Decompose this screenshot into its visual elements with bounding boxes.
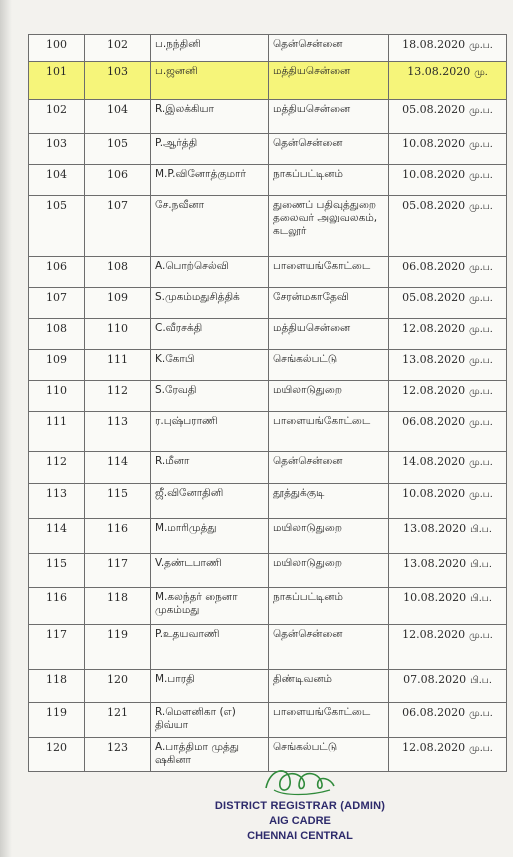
joining-date-cell	[389, 319, 507, 350]
rank-number-cell: 118	[85, 588, 151, 625]
table-row	[29, 452, 507, 484]
serial-number-cell: 114	[29, 519, 85, 554]
candidate-name-cell: ர.புஷ்பராணி	[151, 412, 269, 452]
table-row	[29, 100, 507, 134]
serial-number-cell: 105	[29, 196, 85, 257]
rank-number-cell: 111	[85, 350, 151, 381]
rank-number-cell: 120	[85, 670, 151, 703]
candidate-name-cell: P.உதயவாணி	[151, 625, 269, 670]
session-value: மு.ப.	[469, 708, 493, 719]
date-value: 10.08.2020	[403, 591, 467, 604]
rank-number-cell: 115	[85, 484, 151, 519]
session-value: மு.ப.	[469, 457, 493, 468]
joining-date-cell	[389, 100, 507, 134]
candidate-name-cell: C.வீரசக்தி	[151, 319, 269, 350]
candidate-name-cell: S.ரேவதி	[151, 381, 269, 412]
joining-date-cell	[389, 62, 507, 100]
joining-date-cell	[389, 288, 507, 319]
table-row	[29, 588, 507, 625]
rank-number-cell: 114	[85, 452, 151, 484]
serial-number-cell: 108	[29, 319, 85, 350]
candidate-name-cell: ப.ஜனனி	[151, 62, 269, 100]
candidate-name-cell: K.கோபி	[151, 350, 269, 381]
candidate-name-cell: சே.நவீனா	[151, 196, 269, 257]
session-value: மு.ப.	[469, 489, 493, 500]
rank-number-cell: 103	[85, 62, 151, 100]
serial-number-cell: 109	[29, 350, 85, 381]
candidate-table	[28, 34, 507, 772]
posting-office-cell: தென்சென்னை	[269, 35, 389, 62]
posting-office-cell: மயிலாடுதுறை	[269, 519, 389, 554]
table-row	[29, 554, 507, 588]
date-value: 13.08.2020	[403, 522, 467, 535]
serial-number-cell: 115	[29, 554, 85, 588]
session-value: பி.ப.	[470, 593, 492, 604]
table-row	[29, 319, 507, 350]
rank-number-cell: 107	[85, 196, 151, 257]
table-row	[29, 412, 507, 452]
posting-office-cell: தூத்துக்குடி	[269, 484, 389, 519]
serial-number-cell: 111	[29, 412, 85, 452]
session-value: மு.ப.	[469, 40, 493, 51]
serial-number-cell: 120	[29, 738, 85, 772]
candidate-name-cell: V.தண்டபாணி	[151, 554, 269, 588]
date-value: 13.08.2020	[407, 65, 471, 78]
rank-number-cell: 105	[85, 134, 151, 165]
joining-date-cell	[389, 703, 507, 738]
serial-number-cell: 104	[29, 165, 85, 196]
serial-number-cell: 117	[29, 625, 85, 670]
posting-office-cell: நாகப்பட்டினம்	[269, 165, 389, 196]
session-value: மு.ப.	[469, 324, 493, 335]
joining-date-cell	[389, 670, 507, 703]
candidate-name-cell: M.பாரதி	[151, 670, 269, 703]
serial-number-cell: 119	[29, 703, 85, 738]
serial-number-cell: 106	[29, 257, 85, 288]
rank-number-cell: 112	[85, 381, 151, 412]
posting-office-cell: பாளையங்கோட்டை	[269, 257, 389, 288]
joining-date-cell	[389, 588, 507, 625]
posting-office-cell: தென்சென்னை	[269, 452, 389, 484]
serial-number-cell: 102	[29, 100, 85, 134]
page-edge-shadow	[0, 0, 12, 857]
rank-number-cell: 104	[85, 100, 151, 134]
table-body	[29, 35, 507, 772]
date-value: 12.08.2020	[402, 628, 466, 641]
table-row	[29, 519, 507, 554]
rank-number-cell: 106	[85, 165, 151, 196]
posting-office-cell: துணைப் பதிவுத்துறை தலைவர் அலுவலகம், கடலூர்	[269, 196, 389, 257]
date-value: 06.08.2020	[402, 706, 466, 719]
session-value: மு.ப.	[469, 386, 493, 397]
session-value: மு.ப.	[469, 355, 493, 366]
posting-office-cell: தென்சென்னை	[269, 134, 389, 165]
date-value: 06.08.2020	[402, 260, 466, 273]
candidate-name-cell: M.கலந்தர் நைனா முகம்மது	[151, 588, 269, 625]
session-value: மு.ப.	[469, 417, 493, 428]
posting-office-cell: பாளையங்கோட்டை	[269, 703, 389, 738]
session-value: மு.	[474, 67, 488, 78]
table-row	[29, 134, 507, 165]
rank-number-cell: 117	[85, 554, 151, 588]
table-row	[29, 484, 507, 519]
rank-number-cell: 110	[85, 319, 151, 350]
table-row	[29, 62, 507, 100]
official-stamp	[150, 760, 450, 850]
serial-number-cell: 110	[29, 381, 85, 412]
table-row	[29, 257, 507, 288]
rank-number-cell: 109	[85, 288, 151, 319]
joining-date-cell	[389, 412, 507, 452]
session-value: பி.ப.	[470, 675, 492, 686]
posting-office-cell: சேரன்மகாதேவி	[269, 288, 389, 319]
session-value: மு.ப.	[469, 105, 493, 116]
stamp-office: CHENNAI CENTRAL	[247, 830, 353, 842]
joining-date-cell	[389, 165, 507, 196]
rank-number-cell: 121	[85, 703, 151, 738]
candidate-name-cell: M.மாரிமுத்து	[151, 519, 269, 554]
rank-number-cell: 123	[85, 738, 151, 772]
joining-date-cell	[389, 519, 507, 554]
table-row	[29, 288, 507, 319]
joining-date-cell	[389, 257, 507, 288]
candidate-name-cell: R.மௌனிகா (எ) திவ்யா	[151, 703, 269, 738]
rank-number-cell: 119	[85, 625, 151, 670]
posting-office-cell: பாளையங்கோட்டை	[269, 412, 389, 452]
register-table-container	[28, 34, 506, 772]
serial-number-cell: 101	[29, 62, 85, 100]
candidate-name-cell: A.பொற்செல்வி	[151, 257, 269, 288]
table-row	[29, 703, 507, 738]
date-value: 07.08.2020	[403, 673, 467, 686]
table-row	[29, 670, 507, 703]
rank-number-cell: 102	[85, 35, 151, 62]
signature-image	[260, 760, 340, 800]
joining-date-cell	[389, 196, 507, 257]
date-value: 10.08.2020	[402, 168, 466, 181]
session-value: மு.ப.	[469, 139, 493, 150]
joining-date-cell	[389, 554, 507, 588]
posting-office-cell: செங்கல்பட்டு	[269, 350, 389, 381]
serial-number-cell: 100	[29, 35, 85, 62]
candidate-name-cell: ப.நந்தினி	[151, 35, 269, 62]
date-value: 10.08.2020	[402, 487, 466, 500]
posting-office-cell: மயிலாடுதுறை	[269, 381, 389, 412]
candidate-name-cell: A.பாத்திமா முத்து ஷகினா	[151, 738, 269, 772]
joining-date-cell	[389, 350, 507, 381]
session-value: மு.ப.	[469, 743, 493, 754]
rank-number-cell: 113	[85, 412, 151, 452]
date-value: 10.08.2020	[402, 137, 466, 150]
serial-number-cell: 118	[29, 670, 85, 703]
table-row	[29, 350, 507, 381]
posting-office-cell: மயிலாடுதுறை	[269, 554, 389, 588]
joining-date-cell	[389, 134, 507, 165]
rank-number-cell: 116	[85, 519, 151, 554]
joining-date-cell	[389, 452, 507, 484]
stamp-cadre: AIG CADRE	[269, 815, 331, 827]
stamp-title: DISTRICT REGISTRAR (ADMIN)	[214, 800, 386, 812]
posting-office-cell: தென்சென்னை	[269, 625, 389, 670]
session-value: பி.ப.	[470, 559, 492, 570]
date-value: 12.08.2020	[402, 741, 466, 754]
session-value: மு.ப.	[469, 630, 493, 641]
date-value: 05.08.2020	[402, 103, 466, 116]
date-value: 13.08.2020	[403, 557, 467, 570]
serial-number-cell: 113	[29, 484, 85, 519]
candidate-name-cell: P.ஆர்த்தி	[151, 134, 269, 165]
serial-number-cell: 107	[29, 288, 85, 319]
date-value: 13.08.2020	[402, 353, 466, 366]
candidate-name-cell: M.P.வினோத்குமார்	[151, 165, 269, 196]
candidate-name-cell: R.மீனா	[151, 452, 269, 484]
posting-office-cell: மத்தியசென்னை	[269, 319, 389, 350]
date-value: 06.08.2020	[402, 415, 466, 428]
date-value: 14.08.2020	[402, 455, 466, 468]
table-row	[29, 196, 507, 257]
session-value: மு.ப.	[469, 170, 493, 181]
posting-office-cell: திண்டிவனம்	[269, 670, 389, 703]
table-row	[29, 625, 507, 670]
posting-office-cell: நாகப்பட்டினம்	[269, 588, 389, 625]
candidate-name-cell: S.முகம்மதுசித்திக்	[151, 288, 269, 319]
posting-office-cell: செங்கல்பட்டு	[269, 738, 389, 772]
date-value: 12.08.2020	[402, 384, 466, 397]
date-value: 18.08.2020	[402, 38, 466, 51]
table-row	[29, 165, 507, 196]
joining-date-cell	[389, 35, 507, 62]
serial-number-cell: 103	[29, 134, 85, 165]
posting-office-cell: மத்தியசென்னை	[269, 62, 389, 100]
joining-date-cell	[389, 484, 507, 519]
candidate-name-cell: R.இலக்கியா	[151, 100, 269, 134]
session-value: மு.ப.	[469, 201, 493, 212]
session-value: மு.ப.	[469, 262, 493, 273]
table-row	[29, 35, 507, 62]
joining-date-cell	[389, 381, 507, 412]
serial-number-cell: 116	[29, 588, 85, 625]
posting-office-cell: மத்தியசென்னை	[269, 100, 389, 134]
date-value: 12.08.2020	[402, 322, 466, 335]
session-value: பி.ப.	[470, 524, 492, 535]
candidate-name-cell: ஜீ.வினோதினி	[151, 484, 269, 519]
date-value: 05.08.2020	[402, 291, 466, 304]
joining-date-cell	[389, 625, 507, 670]
serial-number-cell: 112	[29, 452, 85, 484]
date-value: 05.08.2020	[402, 199, 466, 212]
session-value: மு.ப.	[469, 293, 493, 304]
table-row	[29, 381, 507, 412]
rank-number-cell: 108	[85, 257, 151, 288]
